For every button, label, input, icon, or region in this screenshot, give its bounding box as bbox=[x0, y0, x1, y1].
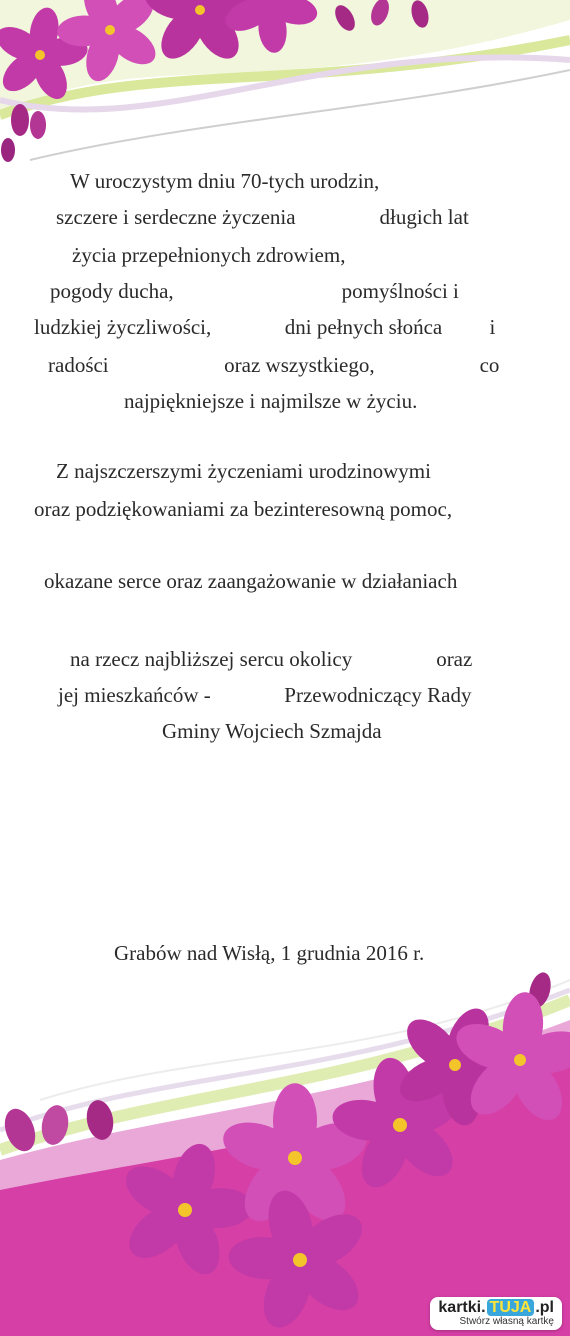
brand-name: kartki. TUJA .pl bbox=[438, 1299, 554, 1316]
letter-line: radości oraz wszystkiego, co bbox=[48, 353, 500, 377]
place-and-date: Grabów nad Wisłą, 1 grudnia 2016 r. bbox=[114, 941, 425, 965]
letter-line: Gminy Wojciech Szmajda bbox=[162, 719, 382, 743]
letter-line: szczere i serdeczne życzenia długich lat bbox=[56, 205, 469, 229]
brand-logo[interactable] bbox=[430, 1297, 562, 1330]
letter-line: oraz podziękowaniami za bezinteresowną pomoc, bbox=[34, 497, 453, 521]
letter-line: pogody ducha, pomyślności i bbox=[50, 279, 459, 303]
letter-line: W uroczystym dniu 70-tych urodzin, bbox=[70, 169, 380, 193]
bud-icon bbox=[1, 138, 15, 162]
brand-tagline: Stwórz własną kartkę bbox=[459, 1316, 554, 1327]
letter-line: najpiękniejsze i najmilsze w życiu. bbox=[124, 389, 418, 413]
top-floral-decoration bbox=[0, 0, 570, 180]
bud-icon bbox=[30, 111, 46, 139]
bottom-floral-decoration bbox=[0, 960, 570, 1336]
letter-line: ludzkiej życzliwości, dni pełnych słońca i bbox=[34, 315, 496, 339]
letter-line: jej mieszkańców - Przewodniczący Rady bbox=[58, 683, 472, 707]
letter-line: Z najszczerszymi życzeniami urodzinowymi bbox=[56, 459, 431, 483]
letter-line: życia przepełnionych zdrowiem, bbox=[72, 243, 346, 267]
letter-line: okazane serce oraz zaangażowanie w działaniach bbox=[44, 569, 458, 593]
letter-line: na rzecz najbliższej sercu okolicy oraz bbox=[70, 647, 473, 671]
bud-icon bbox=[11, 104, 29, 136]
